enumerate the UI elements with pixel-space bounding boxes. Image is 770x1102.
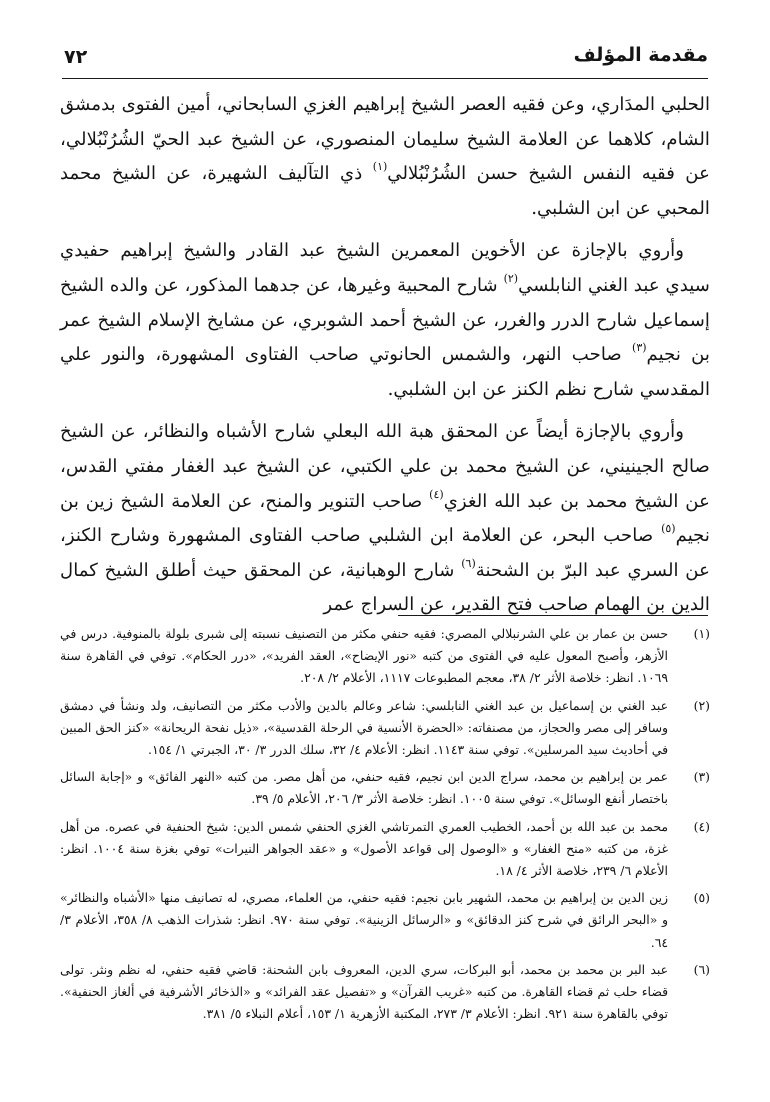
footnote-ref[interactable]: (٣): [632, 341, 647, 355]
footnote-number: (٢): [693, 697, 710, 713]
footnote: [60, 887, 710, 954]
footnote-number: (٥): [693, 890, 710, 906]
paragraph: وأروي بالإجازة عن الأخوين المعمرين الشيخ عبد القادر والشيخ إبراهيم حفيدي سيدي عبد الغني النابلسي$^{(٢)}$ شارح المحبية وغيرها، عن جدهما المذكور، عن والده الشيخ إسماعيل شارح الدرر والغرر، عن الشيخ أحمد الشوبري، عن مشايخ الإسلام الشيخ عمر بن نجيم$^{(٣)}$ صاحب النهر، والشمس الحانوتي صاحب الفتاوى المشهورة، والنور علي المقدسي شارح نظم الكنز عن ابن الشلبي.: [60, 240, 710, 400]
footnote-number: (٤): [693, 818, 710, 834]
footnote-ref[interactable]: (٥): [661, 522, 676, 536]
footnote-number: (٦): [693, 961, 710, 977]
footnote-text: عبد الغني بن إسماعيل بن عبد الغني النابلسي: شاعر وعالم بالدين والأدب مكثر من التصانيف، ولد ونشأ في دمشق وسافر إلى مصر والحجاز، من مصنفاته: «الحضرة الأنسية في الرحلة القدسية»، «ذيل نفحة الريحانة» «كنز الحق المبين في أحاديث سيد المرسلين». توفي سنة ١١٤٣. انظر: الأعلام ٤/ ٣٢، سلك الدرر ٣/ ٣٠، الجبرتي ١/ ١٥٤.: [60, 697, 668, 758]
footnote-ref[interactable]: (٤): [429, 487, 444, 501]
footnotes: [60, 623, 710, 1030]
footnote-ref[interactable]: (١): [372, 160, 388, 174]
footnote-text: حسن بن عمار بن علي الشرنبلالي المصري: فقيه حنفي مكثر من التصنيف نسبته إلى شبرى بلولة بالمنوفية. درس في الأزهر، وأصبح المعول عليه في الفتوى من كتبه «نور الإيضاح»، العقد الفريد»، «درر الحكام». توفي في القاهرة سنة ١٠٦٩. انظر: خلاصة الأثر ٢/ ٣٨، معجم المطبوعات ١١١٧، الأعلام ٢/ ٢٠٨.: [60, 626, 668, 686]
footnote: [60, 959, 710, 1026]
page-header: [62, 38, 708, 79]
footnote: [60, 623, 710, 690]
footnote-number: (٣): [693, 769, 710, 785]
paragraph: الحلبي المدَاري، وعن فقيه العصر الشيخ إبراهيم الغزي السابحاني، أمين الفتوى بدمشق الشام، كلاهما عن العلامة الشيخ سليمان المنصوري، عن الشيخ عبد الحيّ الشُرُنْبُلالي، عن فقيه النفس الشيخ حسن الشُرُنْبُلالي$^{(١)}$ ذي التآليف الشهيرة، عن الشيخ محمد المحبي عن ابن الشلبي.: [60, 94, 711, 219]
page-number: ٧٢: [64, 46, 88, 68]
footnote-ref[interactable]: (٢): [503, 271, 519, 285]
footnote-text: زين الدين بن إبراهيم بن محمد، الشهير بابن نجيم: فقيه حنفي، من العلماء، مصري، له تصانيف منها «الأشباه والنظائر» و «البحر الرائق في شرح كنز الدقائق» و «الرسائل الزينية». توفي سنة ٩٧٠. انظر: شذرات الذهب ٨/ ٣٥٨، الأعلام ٣/ ٦٤.: [60, 890, 668, 950]
footnote: [60, 766, 710, 810]
running-title: مقدمة المؤلف: [573, 44, 708, 66]
footnote: [60, 695, 710, 762]
paragraph: وأروي بالإجازة أيضاً عن المحقق هبة الله البعلي شارح الأشباه والنظائر، عن الشيخ صالح الجينيني، عن الشيخ محمد بن علي الكتبي، عن الشيخ عبد الغفار مفتي القدس، عن الشيخ محمد بن عبد الله الغزي$^{(٤)}$ صاحب التنوير والمنح، عن العلامة الشيخ زين بن نجيم$^{(٥)}$ صاحب البحر، عن العلامة ابن الشلبي صاحب الفتاوى المشهورة وشارح الكنز، عن السري عبد البرّ بن الشحنة$^{(٦)}$ شارح الوهبانية، عن المحقق حيث أطلق الشيخ كمال الدين بن الهمام صاحب فتح القدير، عن السراج عمر: [60, 421, 710, 616]
footnote-ref[interactable]: (٦): [461, 556, 476, 570]
footnote-separator: [398, 615, 708, 616]
footnote: [60, 816, 710, 883]
footnote-text: عمر بن إبراهيم بن محمد، سراج الدين ابن نجيم، فقيه حنفي، من أهل مصر. من كتبه «النهر الفائق» و «إجابة السائل باختصار أنفع الوسائل». توفي سنة ١٠٠٥. انظر: خلاصة الأثر ٣/ ٢٠٦، الأعلام ٥/ ٣٩.: [60, 769, 668, 807]
footnote-text: محمد بن عبد الله بن أحمد، الخطيب العمري التمرتاشي الغزي الحنفي شمس الدين: شيخ الحنفية في عصره. من أهل غزة، من كتبه «منح الغفار» و «الوصول إلى قواعد الأصول» و «عقد الجواهر النيرات» توفي بغزة سنة ١٠٠٤. انظر: الأعلام ٦/ ٢٣٩، خلاصة الأثر ٤/ ١٨.: [60, 818, 668, 879]
footnote-number: (١): [693, 626, 710, 641]
footnote-text: عبد البر بن محمد بن محمد، أبو البركات، سري الدين، المعروف بابن الشحنة: قاضي فقيه حنفي، له نظم ونثر. تولى قضاء حلب ثم قضاء القاهرة. من كتبه «غريب القرآن» و «تفصيل عقد الفرائد» و «الذخائر الأشرفية في ألغاز الحنفية». توفي بالقاهرة سنة ٩٢١. انظر: الأعلام ٣/ ٢٧٣، المكتبة الأزهرية ١/ ١٥٣، أعلام النبلاء ٥/ ٣٨١.: [60, 961, 668, 1022]
main-text: [60, 88, 710, 631]
